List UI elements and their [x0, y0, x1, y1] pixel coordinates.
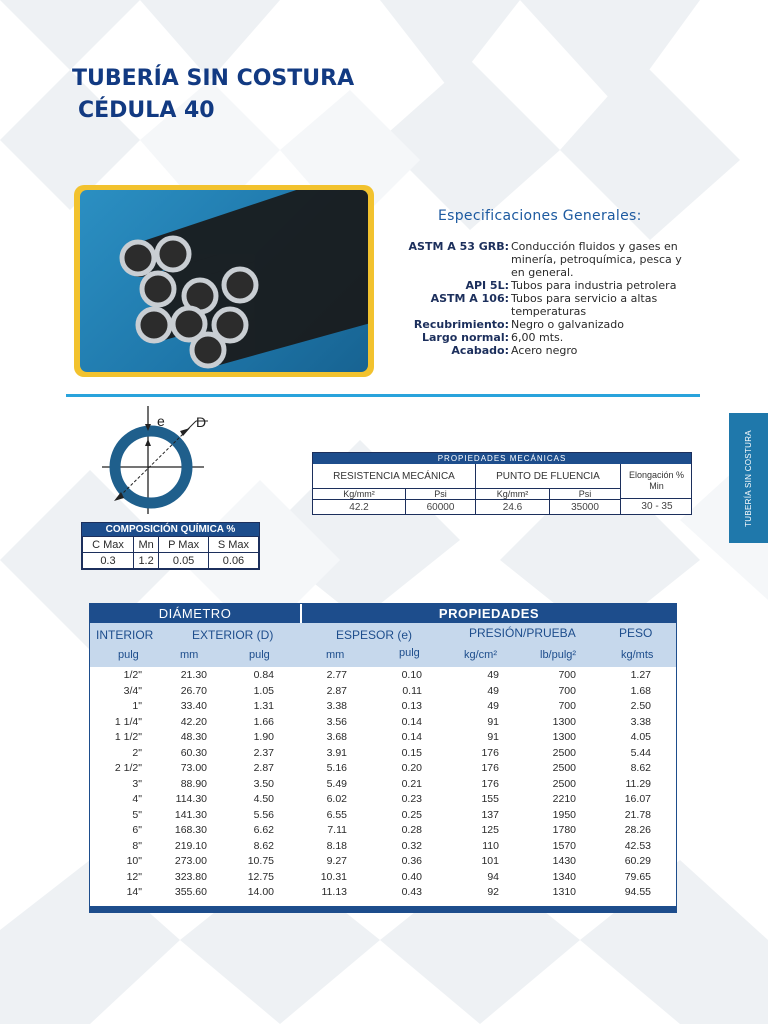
table-cell: 5.16: [326, 762, 347, 774]
table-cell: 0.21: [401, 777, 422, 790]
mech-value-cell: 60000: [406, 500, 476, 514]
table-cell: 42.20: [180, 715, 207, 728]
table-cell: 60.30: [180, 746, 207, 759]
table-cell: 2500: [552, 762, 576, 774]
table-cell: 2210: [552, 793, 576, 805]
table-row: [90, 807, 676, 823]
table-cell: 110: [482, 839, 499, 852]
chem-value-cell: 1.2: [133, 553, 158, 569]
table-cell: 0.36: [401, 855, 422, 867]
table-cell: 94.55: [624, 886, 651, 898]
unit-header: pulg: [118, 649, 139, 661]
table-cell: 0.13: [401, 700, 422, 712]
unit-header: kg/mts: [621, 649, 654, 661]
mech-value-cell: 30 - 35: [641, 501, 673, 512]
table-cell: 21.30: [180, 669, 207, 681]
propiedades-header: PROPIEDADES: [438, 606, 540, 621]
table-cell: 3.68: [326, 731, 347, 743]
table-cell: 1.27: [630, 669, 651, 681]
mech-unit-cell: Kg/mm²: [313, 489, 406, 500]
table-cell: 0.25: [401, 808, 422, 821]
table-cell: 1570: [552, 839, 576, 852]
table-cell: 700: [558, 684, 576, 697]
table-cell: 7.11: [327, 824, 347, 836]
table-cell: 323.80: [174, 870, 207, 883]
table-cell: 0.28: [401, 824, 422, 836]
table-group-header: [90, 604, 676, 623]
table-cell: 94: [487, 870, 499, 883]
table-cell: 8.18: [326, 839, 347, 852]
interior-header: INTERIOR: [96, 628, 154, 642]
pipe-bundle-illustration: [80, 190, 368, 372]
table-cell: 79.65: [624, 870, 651, 883]
d-leader-line: [184, 421, 196, 433]
mechanical-properties-table: [312, 452, 692, 515]
chem-header-cell: Mn: [133, 537, 158, 553]
chem-header-cell: P Max: [159, 537, 209, 553]
pipes-photo-frame: [74, 185, 374, 377]
unit-header: pulg: [249, 649, 270, 661]
table-cell: 1300: [552, 731, 576, 743]
section-divider: [66, 394, 700, 397]
table-cell: 114.30: [175, 793, 207, 805]
chemical-composition-table: [81, 522, 260, 570]
table-cell: 176: [481, 746, 499, 759]
table-cell: 2.87: [326, 684, 347, 697]
table-cell: 33.40: [180, 700, 207, 712]
mech-value-cell: 42.2: [313, 500, 406, 514]
table-cell: 1300: [552, 715, 576, 728]
table-cell: 155: [481, 793, 499, 805]
spec-value: Conducción fluidos y gases en minería, petroquímica, pesca y en general.: [511, 240, 682, 279]
table-cell: 91: [487, 731, 499, 743]
table-cell: 355.60: [174, 886, 207, 898]
table-cell: 3.91: [326, 746, 347, 759]
table-cell: 0.84: [253, 669, 274, 681]
side-section-tab: [729, 413, 768, 543]
table-row: [90, 683, 676, 699]
table-cell: 1340: [552, 870, 576, 883]
table-cell: 3.38: [326, 700, 347, 712]
table-row: [90, 760, 676, 776]
presion-header: PRESIÓN/PRUEBA: [469, 626, 576, 640]
table-cell: 0.20: [401, 762, 422, 774]
pipe-dimensions-table: [89, 603, 677, 913]
table-cell: 1310: [552, 886, 576, 898]
table-cell: 3.50: [253, 777, 274, 790]
table-cell: 6": [132, 824, 142, 836]
e-arrow-bottom-icon: [145, 439, 151, 446]
table-cell: 5.49: [326, 777, 347, 790]
table-cell: 1 1/2": [114, 731, 142, 743]
spec-row: [400, 331, 700, 344]
table-row: [90, 698, 676, 714]
mech-resistencia-header: RESISTENCIA MECÁNICA: [313, 464, 476, 489]
table-cell: 0.23: [401, 793, 422, 805]
mech-fluencia-header: PUNTO DE FLUENCIA: [476, 464, 621, 489]
table-cell: 125: [481, 824, 499, 836]
table-cell: 176: [481, 777, 499, 790]
pipe-cross-section-diagram: [96, 406, 226, 518]
table-cell: 1.05: [253, 684, 274, 697]
chem-heading: COMPOSICIÓN QUÍMICA %: [82, 523, 259, 536]
chem-header-cell: C Max: [83, 537, 134, 553]
table-cell: 60.29: [624, 855, 651, 867]
table-cell: 88.90: [180, 777, 207, 790]
table-cell: 48.30: [180, 731, 207, 743]
spec-row: [400, 279, 700, 292]
table-cell: 91: [487, 715, 499, 728]
peso-header: PESO: [619, 626, 653, 640]
mech-unit-cell: Kg/mm²: [476, 489, 550, 500]
table-row: [90, 838, 676, 854]
spec-value: Acero negro: [511, 344, 578, 357]
table-cell: 700: [558, 700, 576, 712]
unit-header: pulg: [399, 647, 420, 659]
table-cell: 273.00: [174, 855, 207, 867]
table-footer-bar: [90, 906, 676, 912]
table-cell: 16.07: [624, 793, 651, 805]
table-cell: 3": [132, 777, 142, 790]
chem-value-row: [83, 553, 259, 569]
table-row: [90, 822, 676, 838]
spec-key: API 5L:: [465, 279, 509, 292]
spec-value: 6,00 mts.: [511, 331, 564, 344]
table-cell: 2500: [552, 777, 576, 790]
table-cell: 2.77: [326, 669, 347, 681]
side-tab-label: TUBERÍA SIN COSTURA: [744, 429, 754, 527]
table-cell: 4.05: [630, 731, 651, 743]
table-row: [90, 869, 676, 885]
spec-row: [400, 240, 700, 279]
table-row: [90, 729, 676, 745]
table-cell: 11.29: [625, 777, 651, 790]
spec-row: [400, 318, 700, 331]
table-cell: 700: [558, 669, 576, 681]
table-cell: 1780: [552, 824, 576, 836]
table-cell: 0.15: [401, 746, 422, 759]
table-cell: 26.70: [180, 684, 207, 697]
table-cell: 14": [126, 886, 142, 898]
spec-key: ASTM A 53 GRB:: [408, 240, 509, 253]
spec-key: Acabado:: [451, 344, 509, 357]
unit-header: mm: [326, 649, 345, 661]
spec-value: Tubos para servicio a altas temperaturas: [511, 292, 658, 318]
table-cell: 1.66: [253, 715, 274, 728]
chem-value-cell: 0.3: [83, 553, 134, 569]
e-label: e: [157, 413, 165, 429]
spec-key: Recubrimiento:: [413, 318, 509, 331]
chem-header-cell: S Max: [208, 537, 258, 553]
table-row: [90, 667, 676, 683]
table-body: [90, 667, 676, 900]
table-cell: 0.40: [401, 870, 422, 883]
table-cell: 1950: [552, 808, 576, 821]
mech-unit-cell: Psi: [550, 489, 621, 500]
spec-value: Tubos para industria petrolera: [511, 279, 677, 292]
table-cell: 0.14: [401, 715, 422, 728]
table-cell: 168.30: [174, 824, 207, 836]
table-cell: 101: [481, 855, 499, 867]
table-cell: 49: [487, 684, 499, 697]
table-cell: 12.75: [247, 870, 274, 883]
table-cell: 1 1/4": [114, 715, 142, 728]
table-cell: 10": [126, 855, 142, 867]
table-cell: 1": [132, 700, 142, 712]
table-cell: 1.90: [253, 731, 274, 743]
table-cell: 137: [481, 808, 499, 821]
table-cell: 21.78: [624, 808, 651, 821]
table-cell: 49: [487, 669, 499, 681]
table-cell: 1/2": [123, 669, 142, 681]
table-cell: 219.10: [174, 839, 207, 852]
table-row: [90, 791, 676, 807]
mech-value-cell: 24.6: [476, 500, 550, 514]
espesor-header: ESPESOR (e): [336, 628, 413, 642]
table-cell: 0.14: [401, 731, 422, 743]
mech-elongacion-header: Elongación % Min: [621, 464, 692, 499]
table-cell: 10.31: [320, 870, 347, 883]
table-cell: 141.30: [174, 808, 207, 821]
table-cell: 2.37: [253, 746, 274, 759]
table-cell: 2": [132, 746, 142, 759]
d-label: D: [196, 414, 207, 430]
table-cell: 5": [132, 808, 142, 821]
table-cell: 9.27: [326, 855, 347, 867]
table-row: [90, 884, 676, 900]
table-cell: 1.31: [253, 700, 274, 712]
table-cell: 0.32: [401, 839, 422, 852]
chem-value-cell: 0.06: [208, 553, 258, 569]
table-row: [90, 745, 676, 761]
table-cell: 0.43: [401, 886, 422, 898]
table-cell: 0.11: [402, 684, 422, 697]
diametro-header: DIÁMETRO: [158, 606, 232, 621]
chem-value-cell: 0.05: [159, 553, 209, 569]
page-title: [72, 64, 354, 126]
table-cell: 3/4": [123, 684, 142, 697]
mech-heading: PROPIEDADES MECÁNICAS: [313, 453, 691, 464]
chem-header-row: [83, 537, 259, 553]
unit-header: lb/pulg²: [540, 649, 577, 661]
table-cell: 2.50: [630, 700, 651, 712]
table-cell: 8.62: [630, 762, 651, 774]
spec-value: Negro o galvanizado: [511, 318, 624, 331]
title-line-2: CÉDULA 40: [78, 98, 215, 123]
table-cell: 11.13: [321, 886, 347, 898]
spec-key: Largo normal:: [422, 331, 509, 344]
table-cell: 4.50: [253, 793, 274, 805]
table-cell: 176: [481, 762, 499, 774]
table-cell: 1.68: [630, 684, 651, 697]
table-cell: 8.62: [253, 839, 274, 852]
table-row: [90, 714, 676, 730]
table-cell: 1430: [552, 855, 576, 867]
general-specifications: [400, 208, 700, 357]
unit-header: mm: [180, 649, 199, 661]
table-cell: 2 1/2": [114, 762, 142, 774]
table-cell: 3.56: [326, 715, 347, 728]
table-subheader: [90, 623, 676, 667]
table-cell: 5.44: [630, 746, 651, 759]
spec-key: ASTM A 106:: [430, 292, 509, 305]
table-cell: 3.38: [630, 715, 651, 728]
specs-heading: Especificaciones Generales:: [438, 208, 642, 224]
table-cell: 12": [126, 870, 142, 883]
table-cell: 42.53: [624, 839, 651, 852]
spec-row: [400, 292, 700, 318]
table-cell: 28.26: [624, 824, 651, 836]
table-cell: 2500: [552, 746, 576, 759]
table-cell: 4": [132, 793, 142, 805]
table-cell: 5.56: [253, 808, 274, 821]
table-cell: 2.87: [253, 762, 274, 774]
table-cell: 8": [132, 839, 142, 852]
table-cell: 6.02: [326, 793, 347, 805]
table-cell: 14.00: [247, 886, 274, 898]
table-cell: 6.62: [253, 824, 274, 836]
title-line-1: TUBERÍA SIN COSTURA: [72, 66, 355, 91]
mech-unit-cell: Psi: [406, 489, 476, 500]
unit-header: kg/cm²: [464, 649, 497, 661]
table-cell: 6.55: [326, 808, 347, 821]
spec-row: [400, 344, 700, 357]
mech-value-cell: 35000: [550, 500, 621, 514]
exterior-header: EXTERIOR (D): [192, 628, 274, 642]
table-cell: 0.10: [401, 669, 422, 681]
pipes-photo: [80, 190, 368, 372]
table-row: [90, 776, 676, 792]
table-row: [90, 853, 676, 869]
table-cell: 92: [487, 886, 499, 898]
table-cell: 73.00: [180, 762, 207, 774]
table-cell: 49: [487, 700, 499, 712]
table-cell: 10.75: [247, 855, 274, 867]
